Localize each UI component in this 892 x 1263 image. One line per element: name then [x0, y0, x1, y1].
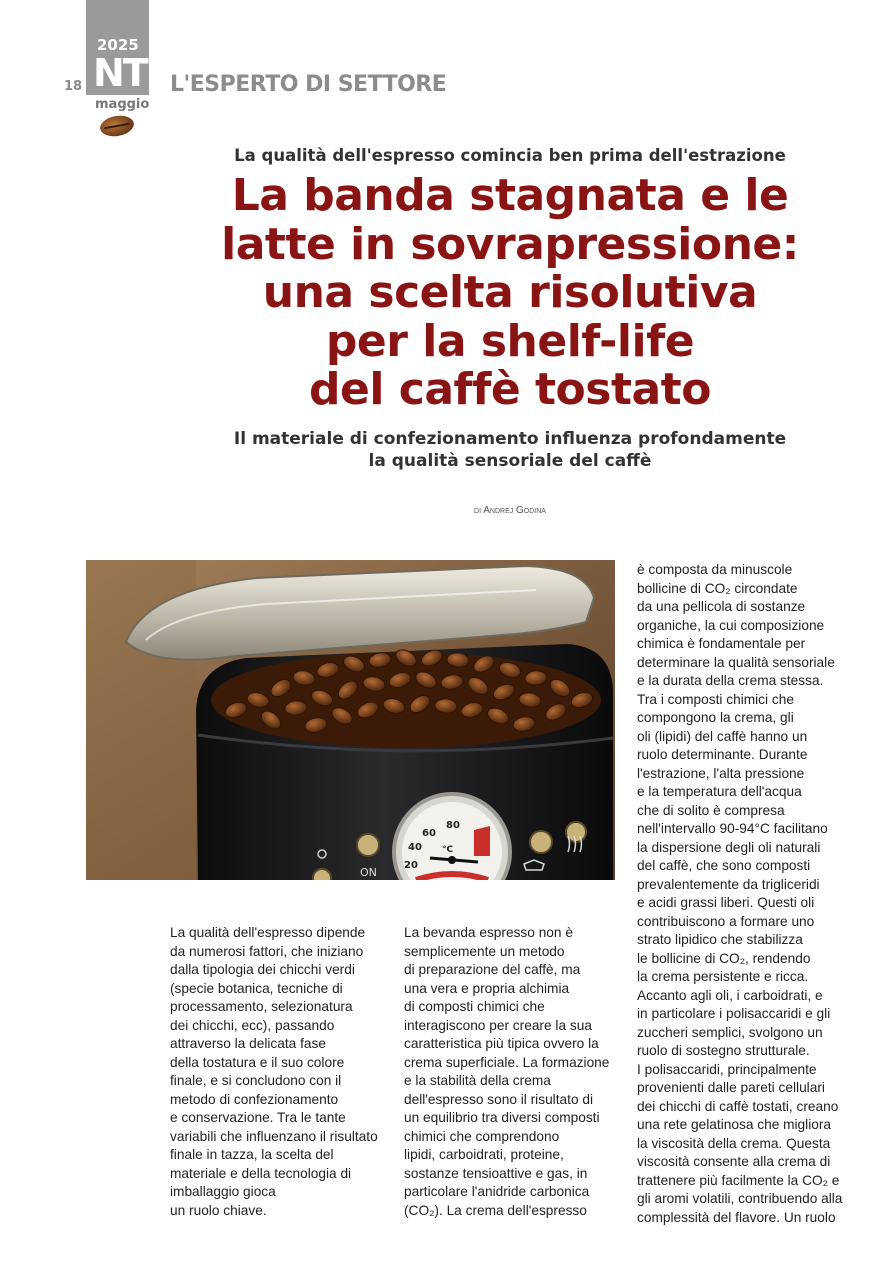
- text-line: del caffè, che sono composti: [637, 858, 811, 873]
- text-line: della tostatura e il suo colore: [170, 1054, 345, 1070]
- text-line: processamento, selezionatura: [170, 999, 353, 1014]
- text-line: di composti chimici che: [404, 999, 545, 1014]
- text-line: Accanto agli oli, i carboidrati, e: [637, 987, 823, 1003]
- text-line: zuccheri semplici, svolgono un: [637, 1024, 823, 1040]
- text-line: chimici che comprendono: [404, 1128, 560, 1144]
- text-line: crema superficiale. La formazione: [404, 1054, 610, 1070]
- text-line: semplicemente un metodo: [404, 943, 565, 959]
- text-line: dalla tipologia dei chicchi verdi: [170, 962, 355, 977]
- text-line: materiale e della tecnologia di: [170, 1165, 352, 1181]
- magazine-logo: NT: [93, 51, 147, 95]
- title-line: una scelta risolutiva: [262, 267, 758, 318]
- text-line: dell'espresso sono il risultato di: [404, 1091, 594, 1107]
- text-line: la crema persistente e ricca.: [637, 969, 809, 984]
- text-line: metodo di confezionamento: [170, 1091, 339, 1107]
- article-column-2: [404, 924, 630, 1220]
- text-line: compongono la crema, gli: [637, 710, 794, 725]
- subtitle-line: Il materiale di confezionamento influenza profondamente: [233, 429, 787, 449]
- text-line: (CO₂). La crema dell'espresso: [404, 1202, 587, 1218]
- header-month: maggio: [95, 97, 150, 112]
- text-line: gli aromi volatili, contribuendo alla: [637, 1191, 843, 1206]
- text-line: nell'intervallo 90-94°C facilitano: [637, 821, 828, 836]
- text-line: finale in tazza, la scelta del: [170, 1147, 334, 1162]
- text-line: una rete gelatinosa che migliora: [637, 1117, 832, 1132]
- header-year: 2025: [97, 36, 139, 54]
- text-line: (specie botanica, tecniche di: [170, 980, 343, 996]
- coffee-bean-icon: [99, 113, 136, 139]
- gauge-number: 40: [408, 842, 422, 853]
- text-line: contribuiscono a formare uno: [637, 913, 815, 929]
- text-line: le bollicine di CO₂, rendendo: [637, 950, 811, 966]
- on-label: ON: [360, 866, 377, 879]
- text-line: imballaggio gioca: [170, 1184, 276, 1199]
- text-line: e la stabilità della crema: [404, 1073, 551, 1088]
- text-line: lipidi, carboidrati, proteine,: [404, 1147, 564, 1162]
- article-kicker: La qualità dell'espresso comincia ben prima dell'estrazione: [234, 146, 786, 165]
- text-line: da una pellicola di sostanze: [637, 599, 806, 614]
- text-line: l'estrazione, l'alta pressione: [637, 765, 805, 781]
- text-line: viscosità consente alla crema di: [637, 1154, 831, 1169]
- gauge-number: 60: [422, 828, 436, 839]
- subtitle-line: la qualità sensoriale del caffè: [368, 451, 652, 471]
- article-title: [128, 172, 892, 415]
- text-line: particolare l'anidride carbonica: [404, 1184, 590, 1199]
- text-line: in particolare i polisaccaridi e gli: [637, 1006, 831, 1021]
- title-line: del caffè tostato: [309, 364, 711, 415]
- article-subtitle: [128, 428, 892, 472]
- text-line: caratteristica più tipica ovvero la: [404, 1036, 599, 1051]
- text-line: trattenere più facilmente la CO₂ e: [637, 1172, 840, 1188]
- gauge-number: 80: [446, 820, 460, 831]
- article-byline: di Andrej Godina: [474, 505, 546, 516]
- text-line: interagiscono per creare la sua: [404, 1017, 592, 1033]
- text-line: determinare la qualità sensoriale: [637, 654, 835, 670]
- text-line: una vera e propria alchimia: [404, 980, 570, 996]
- text-line: attraverso la delicata fase: [170, 1036, 326, 1051]
- article-column-3: [637, 561, 852, 1227]
- text-line: è composta da minuscole: [637, 562, 793, 577]
- text-line: variabili che influenzano il risultato: [170, 1128, 378, 1144]
- text-line: un ruolo chiave.: [170, 1202, 267, 1218]
- text-line: complessità del flavore. Un ruolo: [637, 1209, 836, 1225]
- text-line: ruolo di sostegno strutturale.: [637, 1043, 810, 1058]
- text-line: da numerosi fattori, che iniziano: [170, 943, 364, 959]
- gauge-unit: °C: [442, 845, 454, 855]
- text-line: bollicine di CO₂ circondate: [637, 580, 798, 596]
- text-line: ruolo determinante. Durante: [637, 747, 808, 762]
- text-line: provenienti dalle pareti cellulari: [637, 1080, 825, 1095]
- text-line: dei chicchi, ecc), passando: [170, 1017, 335, 1033]
- text-line: dei chicchi di caffè tostati, creano: [637, 1098, 839, 1114]
- text-line: La bevanda espresso non è: [404, 925, 573, 940]
- text-line: finale, e si concludono con il: [170, 1073, 342, 1088]
- text-line: e la temperatura dell'acqua: [637, 784, 802, 799]
- section-title: L'ESPERTO DI SETTORE: [170, 72, 447, 97]
- title-line: latte in sovrapressione:: [221, 218, 799, 270]
- text-line: La qualità dell'espresso dipende: [170, 925, 366, 940]
- title-line: La banda stagnata e le: [231, 170, 789, 221]
- text-line: la viscosità della crema. Questa: [637, 1135, 831, 1151]
- text-line: oli (lipidi) del caffè hanno un: [637, 728, 808, 744]
- text-line: un equilibrio tra diversi composti: [404, 1110, 600, 1125]
- text-line: chimica è fondamentale per: [637, 636, 806, 651]
- text-line: la dispersione degli oli naturali: [637, 839, 821, 855]
- coffee-tin-illustration: [86, 560, 615, 880]
- text-line: di preparazione del caffè, ma: [404, 962, 581, 977]
- text-line: e conservazione. Tra le tante: [170, 1110, 346, 1125]
- text-line: strato lipidico che stabilizza: [637, 932, 803, 947]
- title-line: per la shelf-life: [325, 315, 695, 367]
- text-line: e la durata della crema stessa.: [637, 673, 824, 688]
- text-line: organiche, la cui composizione: [637, 617, 825, 633]
- text-line: Tra i composti chimici che: [637, 691, 794, 707]
- text-line: sostanze tensioattive e gas, in: [404, 1165, 588, 1181]
- text-line: e acidi grassi liberi. Questi oli: [637, 895, 815, 910]
- page-number: 18: [64, 79, 83, 94]
- article-photo: [86, 560, 615, 880]
- text-line: che di solito è compresa: [637, 802, 785, 818]
- article-column-1: [170, 924, 395, 1220]
- text-line: prevalentemente da trigliceridi: [637, 876, 820, 892]
- text-line: I polisaccaridi, principalmente: [637, 1061, 817, 1077]
- gauge-number: 20: [404, 860, 418, 871]
